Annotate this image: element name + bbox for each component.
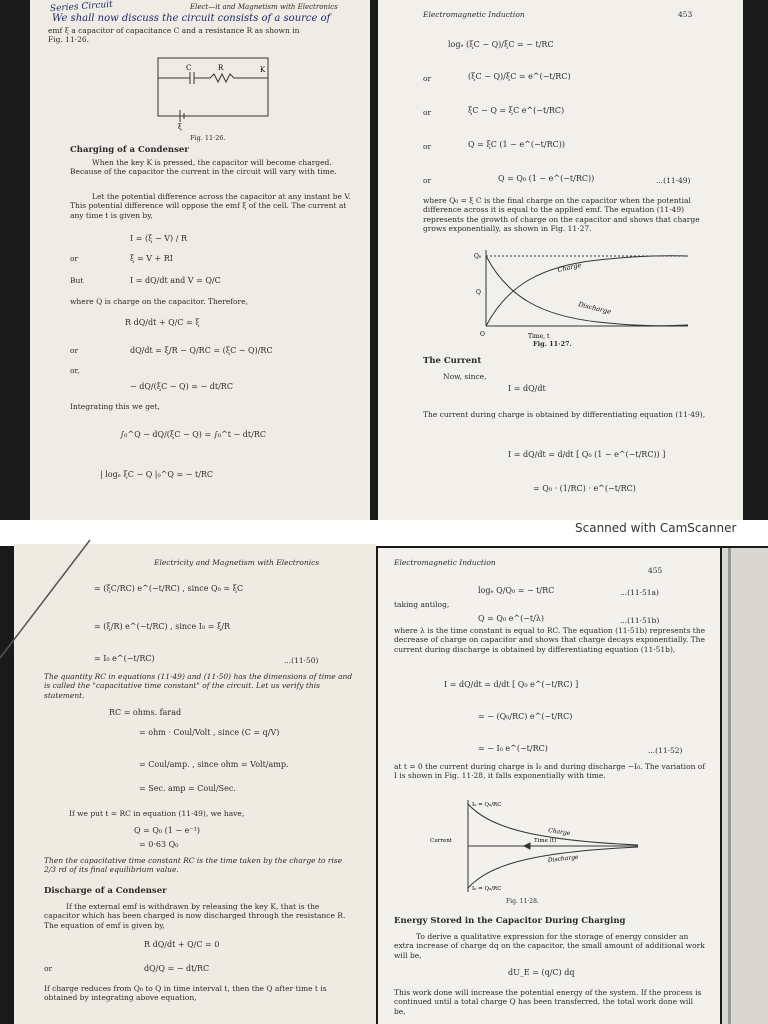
- page-top-right: [378, 0, 743, 520]
- conjunction: or: [423, 142, 432, 151]
- equation: (ξC − Q)/ξC = e^(−t/RC): [468, 72, 571, 81]
- equation-number: ...(11·51a): [620, 588, 659, 597]
- equation: Q = Q₀ (1 − e^(−t/RC)): [498, 174, 595, 183]
- equation: ξC − Q = ξC e^(−t/RC): [468, 106, 565, 115]
- equation: = I₀ e^(−t/RC): [94, 654, 155, 663]
- paragraph: If charge reduces from Q₀ to Q in time interval t, then the Q after time t is obtained by integrating above equation,: [44, 984, 327, 1003]
- paragraph: where λ is the time constant is equal to RC. The equation (11·51b) represents the decrease of charge on capacitor and shows that charge decays exponentially. The current during discharge is obtained by differentiating equation (11·51b),: [394, 626, 706, 654]
- equation: = − I₀ e^(−t/RC): [478, 744, 548, 753]
- key-label: K: [260, 66, 266, 74]
- paragraph: The current during charge is obtained by differentiating equation (11·49),: [423, 410, 706, 419]
- cap-label: C: [186, 64, 192, 72]
- page-bottom-right: [378, 548, 720, 1024]
- time-axis-label: Time, t: [528, 333, 550, 340]
- page-header: Elect—it and Magnetism with Electronics: [190, 3, 338, 11]
- charge-graph: [458, 246, 698, 342]
- page-header: Electricity and Magnetism with Electronics: [154, 558, 320, 567]
- paragraph: Now, since,: [443, 372, 487, 381]
- paragraph: If the external emf is withdrawn by releasing the key K, that is the capacitor which has been charged is now discharged through the resistance R. The equation of emf is given by,: [44, 902, 346, 930]
- equation: Q = Q₀ (1 − e⁻¹): [134, 826, 200, 835]
- paragraph: where Q is charge on the capacitor. Therefore,: [70, 297, 248, 306]
- equation-number: ...(11·50): [284, 656, 319, 665]
- page-header: Electromagnetic Induction: [423, 10, 525, 19]
- scanner-watermark: Scanned with CamScanner: [575, 521, 737, 535]
- equation: = ohm · Coul/Volt , since (C = q/V): [139, 728, 280, 737]
- paragraph: Let the potential difference across the capacitor at any instant be V. This potential difference will oppose the emf ξ of the cell. The current at any time t is given by,: [70, 192, 351, 220]
- res-label: R: [218, 64, 224, 72]
- section-title: The Current: [423, 356, 482, 366]
- italic-paragraph: Then the capacitative time constant RC is the time taken by the charge to rise 2/3 rd of its final equilibrium value.: [44, 856, 343, 875]
- section-title: Charging of a Condenser: [70, 145, 189, 155]
- figure-caption: Fig. 11·26.: [190, 134, 226, 142]
- conjunction: or: [70, 254, 79, 263]
- current-axis-label: Current: [430, 838, 453, 844]
- q-axis-label: Q: [476, 289, 481, 296]
- paragraph: where Q₀ = ξ C is the final charge on the capacitor when the potential difference across it is equal to the applied emf. The equation (11·49) represents the growth of charge on the capacitor and shows that charge grows exponentially, as shown in Fig. 11·27.: [423, 196, 700, 234]
- equation: = − (Q₀/RC) e^(−t/RC): [478, 712, 573, 721]
- page-top-left: [30, 0, 370, 528]
- equation: = Sec. amp = Coul/Sec.: [139, 784, 236, 793]
- equation: Q = ξC (1 − e^(−t/RC)): [468, 140, 565, 149]
- handwritten-note: Series Circuit: [49, 0, 114, 15]
- figure-caption: Fig. 11·28.: [506, 898, 539, 905]
- equation: = Q₀ · (1/RC) · e^(−t/RC): [533, 484, 636, 493]
- figure-caption: Fig. 11·27.: [533, 340, 572, 348]
- equation: = Coul/amp. , since ohm = Volt/amp.: [139, 760, 289, 769]
- conjunction: But: [70, 276, 84, 285]
- paragraph: at t = 0 the current during charge is I₀ and during discharge −I₀. The variation of I is shown in Fig. 11·28, it falls exponentially with time.: [394, 762, 706, 781]
- neg-i0-label: I₀ = Q₀/RC: [472, 886, 502, 892]
- paragraph: This work done will increase the potential energy of the system. If the process is continued until a total charge Q has been transferred, the total work done will be,: [394, 988, 702, 1016]
- equation: = (ξ/R) e^(−t/RC) , since I₀ = ξ/R: [94, 622, 231, 631]
- equation: logₑ (ξC − Q)/ξC = − t/RC: [448, 40, 554, 49]
- intro-line: emf ξ a capacitor of capacitance C and a resistance R as shown in: [48, 26, 300, 35]
- handwritten-note: We shall now discuss the circuit consists of a source of: [52, 13, 331, 24]
- equation: ∫₀^Q − dQ/(ξC − Q) = ∫₀^t − dt/RC: [120, 430, 266, 439]
- equation: I = dQ/dt: [508, 384, 546, 393]
- conjunction: or: [423, 108, 432, 117]
- discharge-curve-label: Discharge: [547, 853, 579, 864]
- equation: = (ξC/RC) e^(−t/RC) , since Q₀ = ξC: [94, 584, 244, 593]
- scan-crease-line: [0, 540, 120, 660]
- charge-curve-label: Charge: [547, 827, 571, 838]
- italic-paragraph: The quantity RC in equations (11·49) and (11·50) has the dimensions of time and is called the "capacitative time constant" of the circuit. Let us verify this statement.: [44, 672, 353, 700]
- equation: logₑ Q/Q₀ = − t/RC: [478, 586, 555, 595]
- equation: I = dQ/dt = d/dt [ Q₀ e^(−t/RC) ]: [444, 680, 579, 689]
- equation: dU_E = (q/C) dq: [508, 968, 575, 977]
- discharge-curve-label: Discharge: [577, 300, 612, 317]
- section-title: Discharge of a Condenser: [44, 886, 167, 896]
- equation: I = (ξ − V) / R: [130, 234, 187, 243]
- equation: Q = Q₀ e^(−t/λ): [478, 614, 545, 623]
- paragraph: To derive a qualitative expression for the storage of energy consider an extra increase of charge dq on the capacitor, the small amount of additional work will be,: [394, 932, 705, 960]
- equation: | logₑ ξC − Q |₀^Q = − t/RC: [100, 470, 214, 479]
- conjunction: or: [44, 964, 53, 973]
- page-header: Electromagnetic Induction: [394, 558, 496, 567]
- time-axis-label: Time (t): [534, 838, 557, 844]
- equation-number: ...(11·51b): [620, 616, 660, 625]
- conjunction: or,: [70, 366, 80, 375]
- equation: R dQ/dt + Q/C = ξ: [125, 318, 200, 327]
- conjunction: or: [423, 74, 432, 83]
- scan-edge-strip: [722, 548, 768, 1024]
- current-graph: [430, 796, 648, 894]
- conjunction: or: [70, 346, 79, 355]
- equation: = 0·63 Q₀: [139, 840, 179, 849]
- paragraph: When the key K is pressed, the capacitor will become charged. Because of the capacitor the current in the circuit will vary with time.: [70, 158, 337, 177]
- equation: I = dQ/dt = d/dt [ Q₀ (1 − e^(−t/RC)) ]: [508, 450, 666, 459]
- i0-label: I₀ = Q₀/RC: [472, 802, 502, 808]
- paragraph: taking antilog,: [394, 600, 450, 609]
- equation: ξ = V + RI: [130, 254, 173, 263]
- page-number: 455: [648, 566, 663, 575]
- intro-line: Fig. 11·26.: [48, 35, 90, 44]
- equation: I = dQ/dt and V = Q/C: [130, 276, 221, 285]
- equation: R dQ/dt + Q/C = 0: [144, 940, 220, 949]
- equation: dQ/Q = − dt/RC: [144, 964, 210, 973]
- charge-curve-label: Charge: [556, 261, 583, 274]
- emf-label: ξ: [178, 123, 182, 131]
- section-title: Energy Stored in the Capacitor During Charging: [394, 916, 626, 926]
- equation: dQ/dt = ξ/R − Q/RC = (ξC − Q)/RC: [130, 346, 273, 355]
- q0-label: Q₀: [474, 253, 482, 260]
- paragraph: If we put t = RC in equation (11·49), we have,: [69, 809, 245, 818]
- equation-number: ...(11·49): [656, 176, 691, 185]
- equation: − dQ/(ξC − Q) = − dt/RC: [130, 382, 233, 391]
- equation-number: ...(11·52): [648, 746, 683, 755]
- conjunction: or: [423, 176, 432, 185]
- circuit-figure: [150, 50, 290, 130]
- paragraph: Integrating this we get,: [70, 402, 160, 411]
- origin-label: O: [480, 331, 485, 338]
- equation: RC = ohms. farad: [109, 708, 182, 717]
- page-number: 453: [678, 10, 693, 19]
